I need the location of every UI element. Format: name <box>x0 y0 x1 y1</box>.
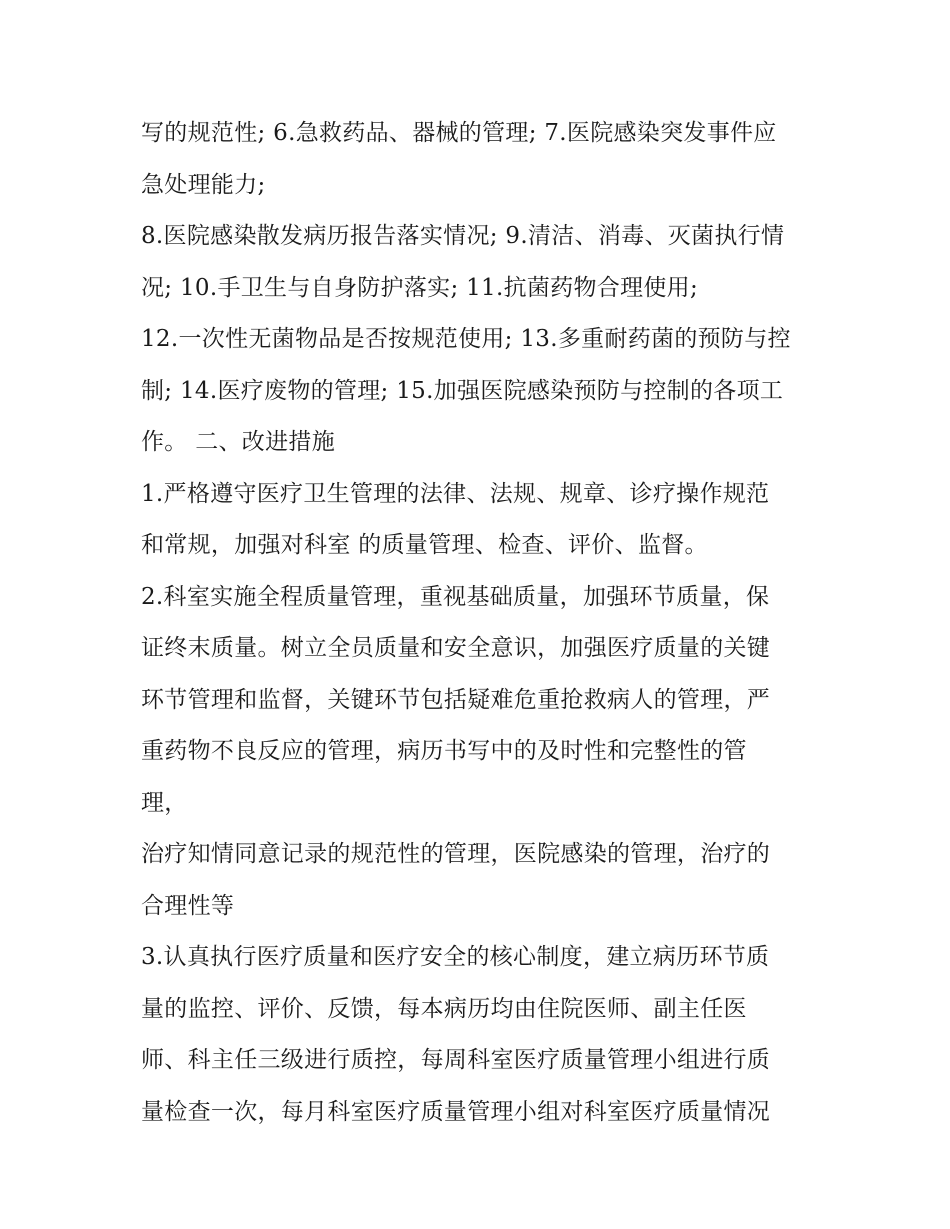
text-line: 况; 10.手卫生与自身防护落实; 11.抗菌药物合理使用; <box>141 274 699 301</box>
text-line: 3.认真执行医疗质量和医疗安全的核心制度，建立病历环节质 <box>141 944 770 970</box>
text-line: 证终末质量。树立全员质量和安全意识，加强医疗质量的关键 <box>141 635 771 661</box>
text-line: 1.严格遵守医疗卫生管理的法律、法规、规章、诊疗操作规范 <box>141 480 770 507</box>
document-body <box>141 108 821 1138</box>
text-line: 师、科主任三级进行质控，每周科室医疗质量管理小组进行质 <box>141 1047 771 1073</box>
section-heading-line: 作。 二、改进措施 <box>141 429 336 455</box>
text-line: 理， <box>141 789 188 816</box>
text-line: 和常规，加强对科室 的质量管理、检查、评价、监督。 <box>141 532 708 558</box>
text-line: 量检查一次，每月科室医疗质量管理小组对科室医疗质量情况 <box>141 1098 771 1125</box>
text-line: 急处理能力; <box>141 171 266 198</box>
text-line: 制; 14.医疗废物的管理; 15.加强医院感染预防与控制的各项工 <box>141 377 784 404</box>
text-line: 环节管理和监督，关键环节包括疑难危重抢救病人的管理，严 <box>141 686 771 713</box>
text-line: 2.科室实施全程质量管理，重视基础质量，加强环节质量，保 <box>141 583 770 610</box>
text-line: 12.一次性无菌物品是否按规范使用; 13.多重耐药菌的预防与控 <box>141 326 791 352</box>
text-line: 合理性等 <box>141 892 235 919</box>
text-line: 8.医院感染散发病历报告落实情况; 9.清洁、消毒、灭菌执行情 <box>141 223 785 249</box>
text-line: 写的规范性; 6.急救药品、器械的管理; 7.医院感染突发事件应 <box>141 120 777 146</box>
text-line: 重药物不良反应的管理，病历书写中的及时性和完整性的管 <box>141 738 747 764</box>
text-line: 治疗知情同意记录的规范性的管理，医院感染的管理，治疗的 <box>141 841 771 867</box>
text-line: 量的监控、评价、反馈，每本病历均由住院医师、副主任医 <box>141 995 747 1022</box>
